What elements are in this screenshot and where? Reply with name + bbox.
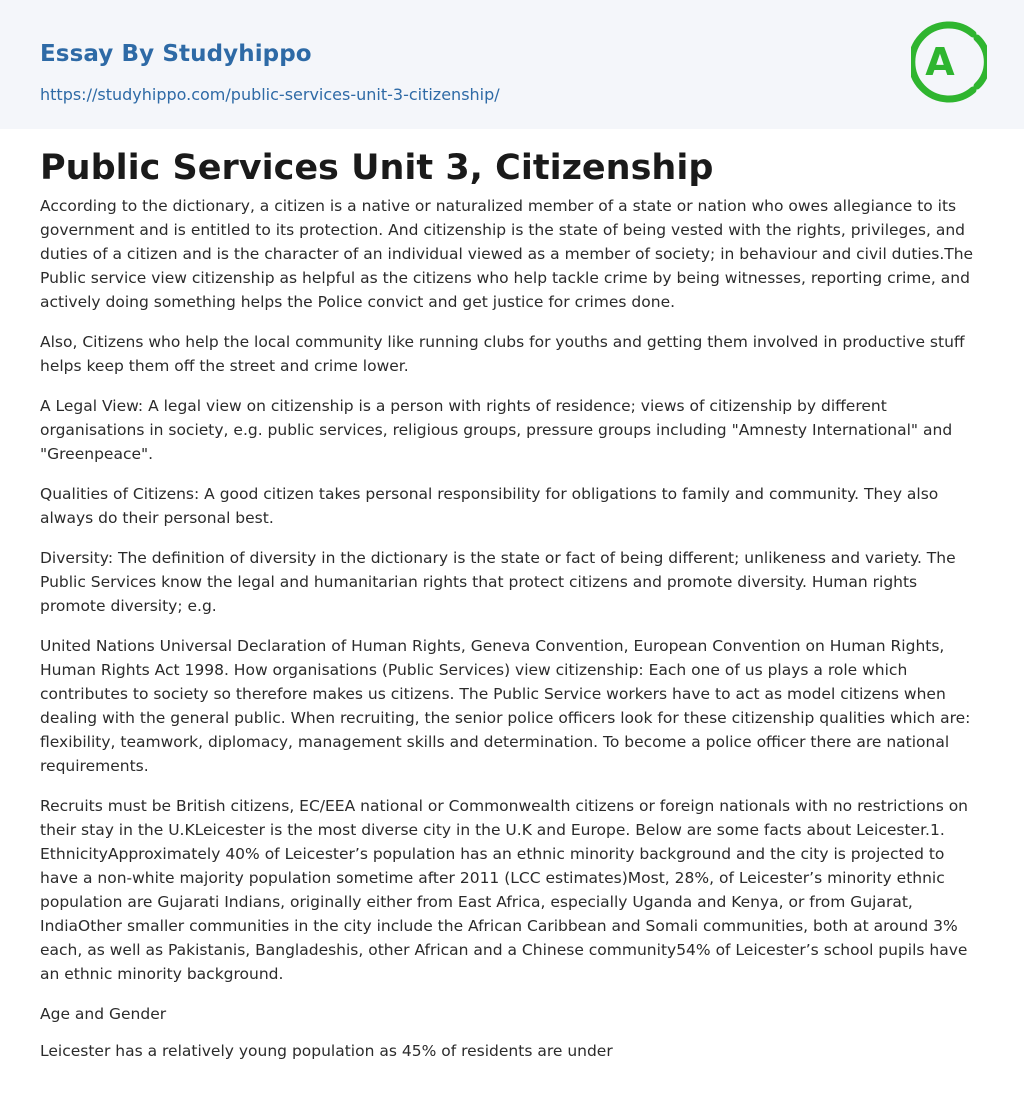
studyhippo-logo-icon[interactable] (911, 18, 987, 106)
article (0, 129, 1024, 1063)
paragraph: Recruits must be British citizens, EC/EEA national or Commonwealth citizens or foreign nationals with no restrictions on their stay in the U.KLeicester is the most diverse city in the U.K and Europe. Below are some facts about Leicester.1. EthnicityApproximately 40% of Leicester’s population has an ethnic minority background and the city is projected to have a non-white majority population sometime after 2011 (LCC estimates)Most, 28%, of Leicester’s minority ethnic population are Gujarati Indians, originally either from East Africa, especially Uganda and Kenya, or from Gujarat, IndiaOther smaller communities in the city include the African Caribbean and Somali communities, both at around 3% each, as well as Pakistanis, Bangladeshis, other African and a Chinese community54% of Leicester’s school pupils have an ethnic minority background. (40, 797, 969, 983)
section-heading-age-gender: Age and Gender (40, 1005, 167, 1023)
paragraph: Leicester has a relatively young population as 45% of residents are under (40, 1042, 613, 1060)
paragraph: According to the dictionary, a citizen is a native or naturalized member of a state or nation who owes allegiance to its government and is entitled to its protection. And citizenship is the state of being vested with the rights, privileges, and duties of a citizen and is the character of an individual viewed as a member of society; in behaviour and civil duties.The Public service view citizenship as helpful as the citizens who help tackle crime by being witnesses, reporting crime, and actively doing something helps the Police convict and get justice for crimes done. (40, 197, 974, 311)
paragraph: Also, Citizens who help the local community like running clubs for youths and getting them involved in productive stuff helps keep them off the street and crime lower. (40, 333, 965, 375)
paragraph: United Nations Universal Declaration of Human Rights, Geneva Convention, European Convention on Human Rights, Human Rights Act 1998. How organisations (Public Services) view citizenship: Each one of us plays a role which contributes to society so therefore makes us citizens. The Public Service workers have to act as model citizens when dealing with the general public. When recruiting, the senior police officers look for these citizenship qualities which are: flexibility, teamwork, diplomacy, management skills and determination. To become a police officer there are national requirements. (40, 637, 971, 775)
paragraph: Qualities of Citizens: A good citizen takes personal responsibility for obligations to family and community. They also always do their personal best. (40, 485, 939, 527)
logo-letter: A (925, 40, 955, 84)
page-header (0, 0, 1024, 129)
paragraph: Diversity: The definition of diversity in the dictionary is the state or fact of being different; unlikeness and variety. The Public Services know the legal and humanitarian rights that protect citizens and promote diversity. Human rights promote diversity; e.g. (40, 549, 956, 615)
brand-title[interactable]: Essay By Studyhippo (40, 41, 312, 67)
page-title: Public Services Unit 3, Citizenship (40, 148, 714, 188)
source-url-link[interactable]: https://studyhippo.com/public-services-unit-3-citizenship/ (40, 85, 500, 104)
paragraph: A Legal View: A legal view on citizenship is a person with rights of residence; views of citizenship by different organisations in society, e.g. public services, religious groups, pressure groups including "Amnesty International" and "Greenpeace". (40, 397, 953, 463)
